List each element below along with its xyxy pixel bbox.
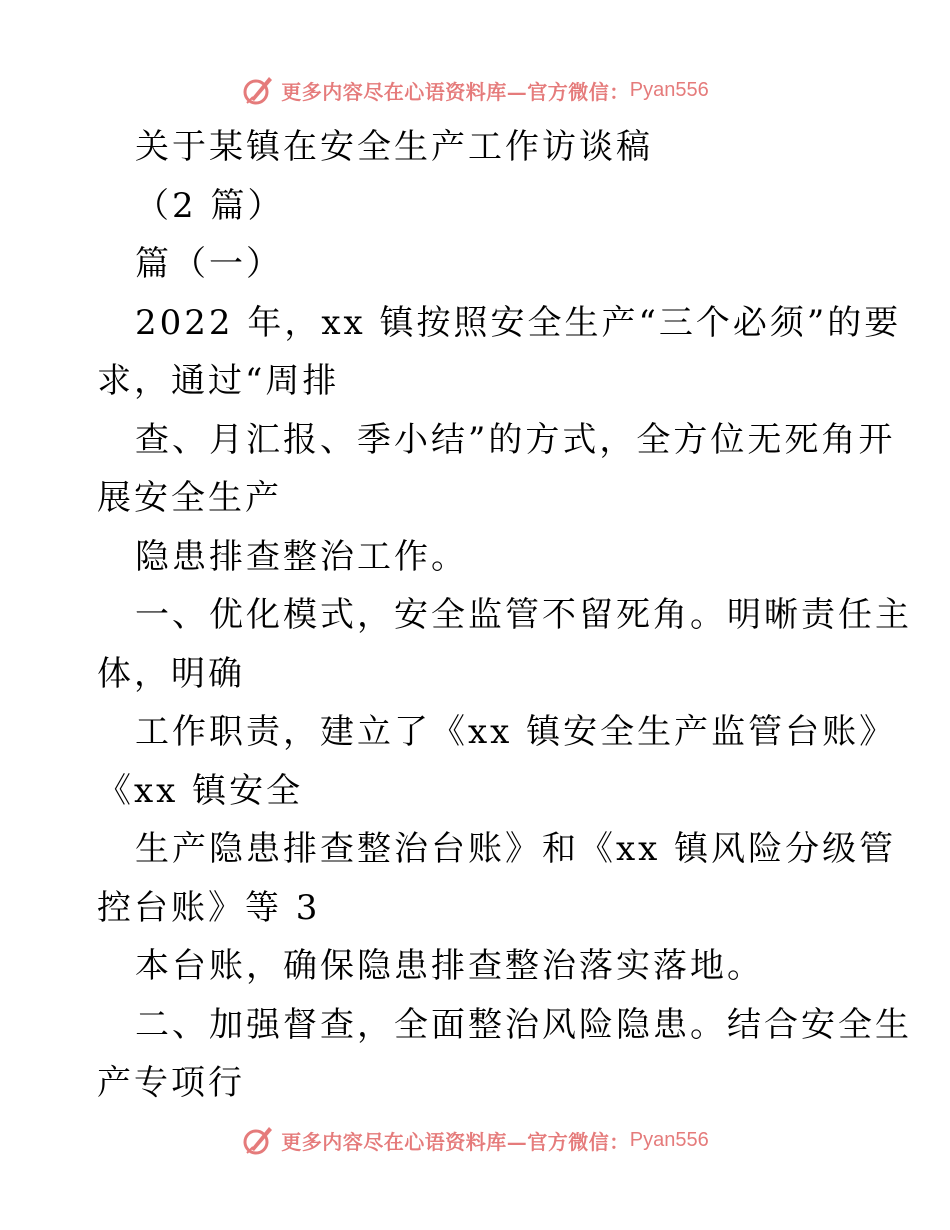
quill-logo-icon xyxy=(241,1123,275,1157)
text-line: 控台账》等 3 xyxy=(97,887,321,928)
text-line: 隐患排查整治工作。 xyxy=(135,536,468,577)
text-line: 展安全生产 xyxy=(97,478,282,518)
text-line: 产专项行 xyxy=(97,1063,245,1103)
banner-text: 更多内容尽在心语资料库—官方微信： xyxy=(281,79,630,104)
text-line: 关于某镇在安全生产工作访谈稿 xyxy=(135,127,653,167)
text-line: 本台账，确保隐患排查整治落实落地。 xyxy=(135,946,764,986)
text-line: 求，通过“周排 xyxy=(97,361,340,401)
text-line: 体，明确 xyxy=(97,653,245,694)
text-line: 《xx 镇安全 xyxy=(97,770,304,811)
text-line: 一、优化模式，安全监管不留死角。明晰责任主 xyxy=(135,595,912,635)
quill-logo-icon xyxy=(241,73,275,107)
text-line: 篇（一） xyxy=(135,244,283,284)
text-line: 2022 年，xx 镇按照安全生产“三个必须”的要 xyxy=(135,302,902,343)
document-body xyxy=(97,118,912,1113)
text-line: （2 篇） xyxy=(135,185,285,226)
header-banner xyxy=(0,70,950,110)
text-line: 工作职责，建立了《xx 镇安全生产监管台账》 xyxy=(135,712,897,752)
banner-wechat-id: Pyan556 xyxy=(629,78,709,101)
banner-wechat-id: Pyan556 xyxy=(629,1128,709,1151)
text-line: 查、月汇报、季小结”的方式，全方位无死角开 xyxy=(135,419,896,460)
text-line: 生产隐患排查整治台账》和《xx 镇风险分级管 xyxy=(135,829,897,869)
footer-banner xyxy=(0,1120,950,1160)
text-line: 二、加强督查，全面整治风险隐患。结合安全生 xyxy=(135,1004,912,1045)
banner-text: 更多内容尽在心语资料库—官方微信： xyxy=(281,1129,630,1154)
